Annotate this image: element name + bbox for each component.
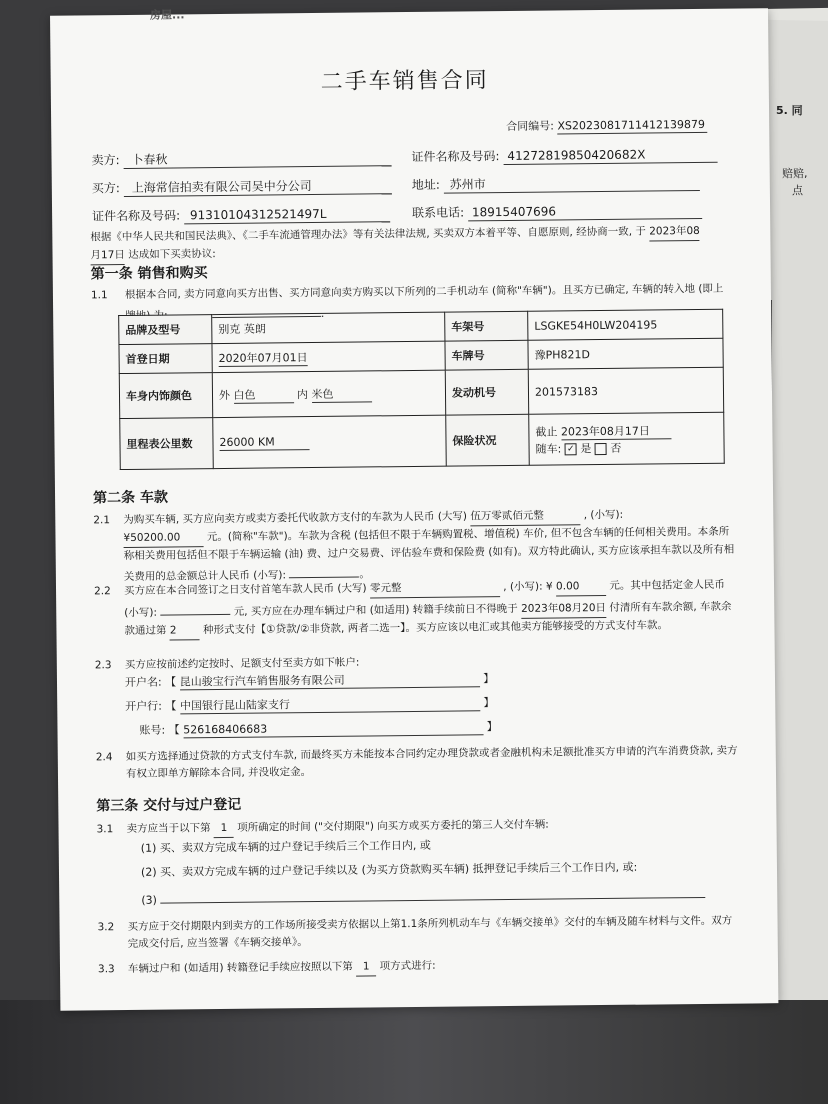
page-top-text: 房屋... [149,8,185,22]
mileage-value: 26000 KM [213,415,447,468]
clause-1-1: 根据本合同, 卖方同意向买方出售、买方同意向卖方购买以下所列的二手机动车 (简称"车辆")。且买方已确定, 车辆的转入地 (即上牌地) . [124,282,724,320]
engine-value: 201573183 [528,367,723,414]
engine-label: 发动机号 [445,369,528,415]
clause-2-4: 如买方选择通过贷款的方式支付车款, 而最终买方未能按本合同约定办理贷款或者金融机构未足额批准买方申请的汽车消费贷款, 卖方有权立即单方解除本合同, 并没收定金。 [125,744,738,781]
brand-label: 品牌及型号 [119,315,212,345]
clause-2-2: 买方应在本合同签订之日支付首笔车款人民币 (大写) 零元整 , (小写): ¥ 0.00 元。其中包括定金人民币 (小写): 元, 买方应在办理车辆过户和 (如适用) 转籍手续前日不得晚于 2023年08月20日 付清所有车款余额, 车款余款通过第 2 种形式支付【①贷款/②非贷款, 两者二选一】。买方应该以电汇或其他卖方能够接受的方式支付车款。 [124,577,737,641]
account-bank-row: 开户行: 【 中国银行昆山陆家支行 】 [125,696,495,714]
bg-text: 赔赔, [782,167,808,180]
clause-3-3: 车辆过户和 (如适用) 转籍登记手续应按照以下第 1 项方式进行: [127,959,436,975]
clause-3-1: 卖方应当于以下第 1 项所确定的时间 ("交付期限") 向买方或买方委托的第三人交付车辆: [126,815,738,839]
clause-2-3: 买方应按前述约定按时、足额支付至卖方如下帐户: [124,656,360,672]
insurance-value: 截止 2023年08月17日 随车: ✓ 是 否 [529,412,725,465]
contract-number: 合同编号: XS2023081711412139879 [506,117,707,135]
frame-label: 车架号 [445,311,528,341]
vehicle-info-table [118,309,725,470]
clause-number: 2.3 [94,659,112,672]
clause-number: 3.3 [97,963,115,976]
bg-text: 5. 同 [776,104,803,117]
buyer-id-row: 证件名称及号码: 91310104312521497L [92,206,390,225]
account-name-row: 开户名: 【 昆山骏宝行汽车销售服务有限公司 】 [124,672,495,690]
clause-number: 1.1 [90,289,108,302]
option-2: (2) 买、卖双方完成车辆的过户登记手续以及 (为买方贷款购买车辆) 抵押登记手续后三个工作日内, 或: [140,860,638,879]
color-label: 车身内饰颜色 [119,373,212,419]
option-3: (3) [141,883,705,908]
clause-3-2: 买方应于交付期限内到卖方的工作场所接受卖方依据以上第1.1条所列机动车与《车辆交接单》交付的车辆及随车材料与文件。双方完成交付后, 应当签署《车辆交接单》。 [127,914,733,950]
clause-number: 3.2 [97,921,115,934]
clause-number: 3.1 [96,823,114,836]
desk-surface [0,1000,828,1104]
section-1-title: 第一条 销售和购买 [90,265,208,283]
seller-id-row: 证件名称及号码: 41272819850420682X [411,147,717,166]
brand-value: 别克 英朗 [212,312,445,343]
clause-2-1: 为购买车辆, 买方应向卖方或卖方委托代收款方支付的车款为人民币 (大写) 伍万零贰佰元整 , (小写): ¥50200.00 元。(简称"车款")。车款为含税 (包括但不限于车辆购置税、增值税) 车价, 但不包含车辆的任何相关费用。本条所称相关费用包括但不限于车辆运输 (油) 费、过户交易费、评估验车费和保险费 (如有)。双方特此确认, 买方应该承担车款以及所有相关费用的总金额总计人民币 (小写): 。 [123,508,735,584]
section-3-title: 第三条 交付与过户登记 [96,796,242,815]
account-number-row: 账号: 【 526168406683 】 [139,720,498,737]
frame-value: LSGKE54H0LW204195 [528,309,723,340]
buyer-row: 买方: 上海常信拍卖有限公司吴中分公司 [92,178,392,197]
reg-value: 2020年07月01日 [212,341,445,372]
checkbox-empty-icon [595,442,607,454]
section-2-title: 第二条 车款 [92,489,169,507]
document-title: 二手车销售合同 [320,68,489,95]
option-1: (1) 买、卖双方完成车辆的过户登记手续后三个工作日内, 或 [140,838,431,855]
plate-value: 豫PH821D [528,338,723,369]
contract-page [50,8,778,1010]
checkbox-checked-icon: ✓ [565,443,577,455]
clause-number: 2.4 [95,751,113,764]
intro-paragraph: 根据《中华人民共和国民法典》、《二手车流通管理办法》等有关法律法规, 买卖双方本着平等、自愿原则, 经协商一致, 于 2023年08 月17日 达成如下买卖协议: [90,223,730,266]
buyer-address-row: 地址: 苏州市 [412,175,700,194]
color-value: 外 白色 内 米色 [212,370,445,417]
clause-number: 2.1 [93,514,111,527]
buyer-phone-row: 联系电话: 18915407696 [412,203,702,222]
seller-row: 卖方: 卜春秋 [91,150,391,169]
mileage-label: 里程表公里数 [120,418,214,470]
reg-label: 首登日期 [119,344,212,374]
clause-number: 2.2 [93,585,111,598]
bg-text: 点 [792,184,803,197]
plate-label: 车牌号 [445,340,528,370]
insurance-label: 保险状况 [446,414,530,466]
